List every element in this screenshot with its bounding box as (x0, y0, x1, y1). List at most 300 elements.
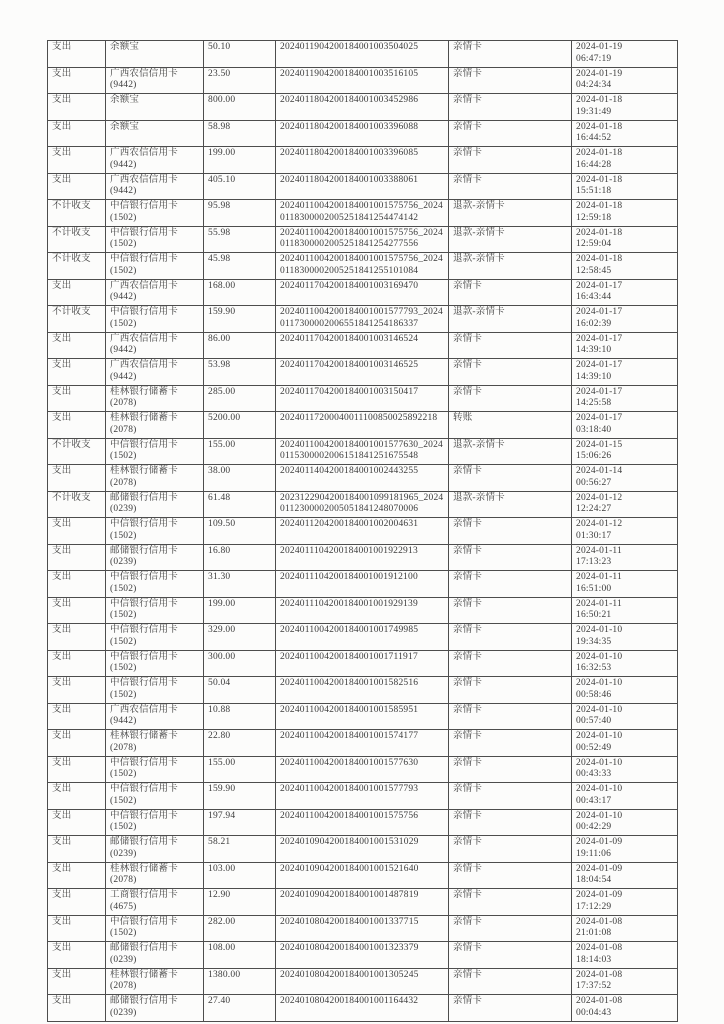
cell-datetime (572, 120, 678, 147)
cell-datetime (572, 359, 678, 386)
time-value: 00:04:43 (576, 1007, 612, 1018)
account-name: 中信银行信用卡 (110, 227, 178, 238)
cell-datetime (572, 491, 678, 518)
amount-value: 16.80 (208, 545, 231, 556)
transaction-type-label: 支出 (52, 413, 72, 423)
cell-transaction-id (276, 491, 449, 518)
time-value: 17:13:23 (576, 557, 612, 567)
cell-account (106, 915, 204, 942)
transaction-id-value: 2024011104200184001001929139 (280, 598, 418, 609)
cell-account (106, 359, 204, 386)
cell-amount (204, 518, 276, 545)
transaction-type-label: 支出 (52, 121, 72, 132)
transaction-id-value: 20240117200040011100850025892218 (280, 413, 438, 423)
cell-amount (204, 809, 276, 836)
amount-value: 50.04 (208, 678, 231, 688)
cell-account (106, 200, 204, 227)
date-value: 2024-01-17 (576, 360, 623, 370)
date-value: 2024-01-14 (576, 466, 623, 476)
date-value: 2024-01-10 (576, 757, 623, 768)
transaction-id-value: 2024011004200184001001575756_20240118300002005251841255101084 (280, 254, 443, 276)
time-value: 00:43:33 (576, 769, 612, 779)
account-name: 桂林银行储蓄卡 (110, 863, 178, 874)
cell-datetime (572, 889, 678, 916)
cell-transaction-id (276, 889, 449, 916)
cell-transaction-id (276, 942, 449, 969)
cell-transaction-id (276, 544, 449, 571)
account-number: (2078) (110, 981, 137, 991)
cell-account (106, 67, 204, 94)
account-name: 中信银行信用卡 (110, 254, 178, 264)
cell-account (106, 253, 204, 280)
cell-amount (204, 200, 276, 227)
cell-transaction-type (48, 730, 106, 757)
date-value: 2024-01-18 (576, 227, 623, 238)
cell-account (106, 968, 204, 995)
payment-method-label: 亲情卡 (453, 280, 483, 291)
cell-amount (204, 253, 276, 280)
cell-datetime (572, 438, 678, 465)
cell-transaction-type (48, 279, 106, 306)
table-row (48, 809, 678, 836)
cell-payment-method (449, 359, 572, 386)
account-name: 中信银行信用卡 (110, 201, 178, 211)
payment-method-label: 亲情卡 (453, 466, 483, 476)
cell-datetime (572, 306, 678, 333)
cell-amount (204, 889, 276, 916)
table-row (48, 571, 678, 598)
date-value: 2024-01-10 (576, 731, 623, 741)
transaction-type-label: 支出 (52, 598, 72, 609)
cell-datetime (572, 226, 678, 253)
table-row (48, 491, 678, 518)
cell-transaction-id (276, 597, 449, 624)
amount-value: 53.98 (208, 360, 231, 370)
cell-transaction-type (48, 783, 106, 810)
cell-account (106, 703, 204, 730)
cell-amount (204, 438, 276, 465)
payment-method-label: 退款-亲情卡 (453, 254, 505, 264)
cell-datetime (572, 67, 678, 94)
cell-amount (204, 465, 276, 492)
cell-payment-method (449, 597, 572, 624)
cell-amount (204, 94, 276, 121)
transaction-type-label: 支出 (52, 731, 72, 741)
cell-account (106, 94, 204, 121)
account-number: (0239) (110, 954, 137, 965)
cell-amount (204, 677, 276, 704)
cell-transaction-type (48, 571, 106, 598)
account-name: 中信银行信用卡 (110, 784, 178, 794)
transaction-type-label: 支出 (52, 280, 72, 291)
transaction-id-value: 2024011904200184001003516105 (280, 68, 419, 79)
cell-transaction-id (276, 359, 449, 386)
cell-amount (204, 650, 276, 677)
account-name: 广西农信信用卡 (110, 280, 178, 291)
cell-transaction-id (276, 253, 449, 280)
cell-payment-method (449, 200, 572, 227)
time-value: 00:56:27 (576, 477, 612, 488)
account-number: (1502) (110, 265, 137, 276)
account-name: 邮储银行信用卡 (110, 996, 178, 1006)
amount-value: 109.50 (208, 519, 236, 529)
cell-datetime (572, 518, 678, 545)
amount-value: 159.90 (208, 307, 236, 317)
cell-transaction-type (48, 677, 106, 704)
transaction-id-value: 2024011004200184001001749985 (280, 625, 419, 635)
transaction-id-value: 2024010804200184001001323379 (280, 943, 419, 953)
table-row (48, 94, 678, 121)
time-value: 16:43:44 (576, 292, 612, 302)
transaction-id-value: 2024011204200184001002004631 (280, 519, 419, 529)
transaction-type-label: 支出 (52, 386, 72, 397)
transaction-id-value: 2024011004200184001001582516 (280, 678, 419, 688)
cell-transaction-id (276, 571, 449, 598)
transaction-id-value: 2024010804200184001001164432 (280, 996, 419, 1006)
table-row (48, 677, 678, 704)
cell-amount (204, 783, 276, 810)
payment-method-label: 亲情卡 (453, 704, 483, 715)
payment-method-label: 亲情卡 (453, 784, 483, 794)
payment-method-label: 亲情卡 (453, 386, 483, 397)
cell-transaction-id (276, 120, 449, 147)
cell-payment-method (449, 544, 572, 571)
table-row (48, 730, 678, 757)
cell-transaction-id (276, 306, 449, 333)
cell-payment-method (449, 438, 572, 465)
account-name: 广西农信信用卡 (110, 174, 178, 185)
payment-method-label: 亲情卡 (453, 42, 483, 52)
time-value: 14:39:10 (576, 345, 612, 355)
cell-account (106, 306, 204, 333)
transaction-id-value: 2024011004200184001001711917 (280, 651, 418, 662)
cell-amount (204, 226, 276, 253)
transaction-id-value: 2024011704200184001003146524 (280, 333, 419, 344)
cell-transaction-id (276, 279, 449, 306)
cell-transaction-type (48, 465, 106, 492)
account-name: 邮储银行信用卡 (110, 492, 178, 503)
payment-method-label: 退款-亲情卡 (453, 492, 505, 503)
cell-transaction-type (48, 491, 106, 518)
cell-account (106, 491, 204, 518)
cell-account (106, 412, 204, 439)
time-value: 00:42:29 (576, 822, 612, 832)
account-number: (1502) (110, 318, 137, 329)
time-value: 14:39:10 (576, 371, 612, 382)
cell-payment-method (449, 650, 572, 677)
cell-transaction-type (48, 438, 106, 465)
account-number: (1502) (110, 583, 137, 594)
account-number: (1502) (110, 689, 137, 700)
transaction-type-label: 支出 (52, 784, 72, 794)
transaction-id-value: 2024010904200184001001531029 (280, 837, 419, 847)
time-value: 16:51:00 (576, 583, 612, 594)
time-value: 12:59:18 (576, 212, 612, 223)
payment-method-label: 亲情卡 (453, 837, 483, 847)
time-value: 21:01:08 (576, 928, 612, 938)
table-row (48, 968, 678, 995)
cell-datetime (572, 279, 678, 306)
amount-value: 50.10 (208, 42, 231, 52)
amount-value: 31.30 (208, 572, 231, 582)
cell-account (106, 624, 204, 651)
transaction-id-value: 2024011904200184001003504025 (280, 42, 419, 52)
time-value: 14:25:58 (576, 398, 612, 408)
time-value: 17:12:29 (576, 901, 612, 912)
cell-payment-method (449, 995, 572, 1022)
cell-transaction-id (276, 200, 449, 227)
payment-method-label: 退款-亲情卡 (453, 201, 505, 211)
time-value: 19:34:35 (576, 636, 612, 647)
cell-payment-method (449, 730, 572, 757)
cell-account (106, 942, 204, 969)
cell-payment-method (449, 226, 572, 253)
cell-transaction-id (276, 915, 449, 942)
transaction-id-value: 2024011804200184001003452986 (280, 95, 419, 105)
time-value: 18:04:54 (576, 875, 612, 885)
account-name: 工商银行信用卡 (110, 890, 178, 900)
account-name: 中信银行信用卡 (110, 810, 178, 821)
account-name: 余额宝 (110, 121, 140, 132)
date-value: 2024-01-17 (576, 386, 623, 397)
date-value: 2024-01-10 (576, 784, 623, 794)
transaction-id-value: 2024011704200184001003150417 (280, 386, 419, 397)
payment-method-label: 亲情卡 (453, 148, 483, 158)
transaction-type-label: 支出 (52, 519, 72, 529)
payment-method-label: 亲情卡 (453, 519, 483, 529)
account-name: 中信银行信用卡 (110, 651, 178, 662)
transaction-type-label: 支出 (52, 68, 72, 79)
account-name: 中信银行信用卡 (110, 307, 178, 317)
account-number: (4675) (110, 901, 137, 912)
transaction-id-value: 2024011004200184001001577630 (280, 757, 419, 768)
cell-datetime (572, 677, 678, 704)
account-name: 桂林银行储蓄卡 (110, 386, 178, 397)
cell-datetime (572, 968, 678, 995)
cell-transaction-type (48, 703, 106, 730)
amount-value: 27.40 (208, 996, 231, 1006)
cell-payment-method (449, 915, 572, 942)
transaction-type-label: 支出 (52, 837, 72, 847)
cell-transaction-type (48, 200, 106, 227)
cell-account (106, 147, 204, 174)
account-number: (0239) (110, 557, 137, 567)
cell-payment-method (449, 147, 572, 174)
transaction-type-label: 支出 (52, 545, 72, 556)
cell-account (106, 783, 204, 810)
table-row (48, 385, 678, 412)
payment-method-label: 亲情卡 (453, 810, 483, 821)
amount-value: 300.00 (208, 651, 236, 662)
table-row (48, 597, 678, 624)
cell-datetime (572, 995, 678, 1022)
date-value: 2024-01-11 (576, 598, 622, 609)
payment-method-label: 亲情卡 (453, 121, 483, 132)
date-value: 2024-01-10 (576, 704, 623, 715)
cell-account (106, 279, 204, 306)
cell-transaction-id (276, 624, 449, 651)
cell-datetime (572, 173, 678, 200)
cell-datetime (572, 862, 678, 889)
cell-payment-method (449, 756, 572, 783)
cell-amount (204, 836, 276, 863)
cell-transaction-type (48, 412, 106, 439)
cell-datetime (572, 703, 678, 730)
account-number: (9442) (110, 159, 137, 170)
time-value: 19:31:49 (576, 106, 612, 117)
cell-account (106, 173, 204, 200)
amount-value: 10.88 (208, 704, 231, 715)
table-row (48, 359, 678, 386)
amount-value: 58.98 (208, 121, 231, 132)
cell-payment-method (449, 624, 572, 651)
cell-account (106, 518, 204, 545)
date-value: 2024-01-10 (576, 651, 623, 662)
transaction-type-label: 不计收支 (52, 492, 91, 503)
cell-datetime (572, 94, 678, 121)
cell-payment-method (449, 783, 572, 810)
cell-datetime (572, 465, 678, 492)
account-number: (9442) (110, 186, 137, 196)
cell-datetime (572, 200, 678, 227)
transaction-id-value: 2024011004200184001001575756_20240118300002005251841254474142 (280, 201, 443, 223)
transaction-id-value: 2024011004200184001001577793_20240117300002006551841254186337 (280, 307, 443, 329)
transaction-type-label: 支出 (52, 969, 72, 980)
payment-method-label: 亲情卡 (453, 333, 483, 344)
date-value: 2024-01-17 (576, 413, 623, 423)
cell-account (106, 809, 204, 836)
payment-method-label: 退款-亲情卡 (453, 227, 505, 238)
cell-transaction-id (276, 412, 449, 439)
payment-method-label: 亲情卡 (453, 731, 483, 741)
date-value: 2024-01-10 (576, 810, 623, 821)
payment-method-label: 亲情卡 (453, 360, 483, 370)
payment-method-label: 亲情卡 (453, 68, 483, 79)
cell-payment-method (449, 571, 572, 598)
payment-method-label: 亲情卡 (453, 174, 483, 185)
cell-datetime (572, 544, 678, 571)
transactions-table (47, 40, 678, 1022)
transaction-id-value: 2024011004200184001001574177 (280, 731, 419, 741)
cell-datetime (572, 756, 678, 783)
cell-transaction-type (48, 67, 106, 94)
cell-transaction-id (276, 41, 449, 68)
date-value: 2024-01-12 (576, 519, 623, 529)
date-value: 2024-01-18 (576, 174, 623, 185)
amount-value: 282.00 (208, 916, 236, 927)
transaction-type-label: 支出 (52, 943, 72, 953)
cell-payment-method (449, 306, 572, 333)
payment-method-label: 亲情卡 (453, 625, 483, 635)
date-value: 2024-01-09 (576, 890, 623, 900)
cell-amount (204, 332, 276, 359)
cell-payment-method (449, 120, 572, 147)
cell-transaction-id (276, 809, 449, 836)
account-name: 广西农信信用卡 (110, 68, 178, 79)
transaction-type-label: 支出 (52, 757, 72, 768)
transactions-table-body (48, 41, 678, 1022)
cell-transaction-id (276, 730, 449, 757)
account-name: 桂林银行储蓄卡 (110, 413, 178, 423)
account-number: (1502) (110, 795, 137, 806)
date-value: 2024-01-17 (576, 333, 623, 344)
amount-value: 168.00 (208, 280, 236, 291)
cell-payment-method (449, 412, 572, 439)
amount-value: 23.50 (208, 68, 231, 79)
date-value: 2024-01-18 (576, 121, 623, 132)
account-name: 中信银行信用卡 (110, 519, 178, 529)
cell-account (106, 756, 204, 783)
account-number: (1502) (110, 610, 137, 620)
amount-value: 22.80 (208, 731, 231, 741)
cell-payment-method (449, 491, 572, 518)
transaction-type-label: 不计收支 (52, 227, 91, 238)
account-number: (9442) (110, 345, 137, 355)
table-row (48, 279, 678, 306)
cell-account (106, 677, 204, 704)
payment-method-label: 亲情卡 (453, 943, 483, 953)
cell-datetime (572, 597, 678, 624)
time-value: 03:18:40 (576, 424, 612, 435)
payment-method-label: 亲情卡 (453, 572, 483, 582)
account-number: (0239) (110, 504, 137, 514)
transaction-type-label: 支出 (52, 863, 72, 874)
cell-account (106, 385, 204, 412)
cell-amount (204, 491, 276, 518)
table-row (48, 253, 678, 280)
cell-transaction-type (48, 915, 106, 942)
date-value: 2024-01-09 (576, 837, 623, 847)
date-value: 2024-01-18 (576, 95, 623, 105)
time-value: 00:52:49 (576, 742, 612, 753)
time-value: 12:58:45 (576, 265, 612, 276)
amount-value: 86.00 (208, 333, 231, 344)
cell-amount (204, 571, 276, 598)
time-value: 18:14:03 (576, 954, 612, 965)
account-number: (9442) (110, 371, 137, 382)
account-name: 中信银行信用卡 (110, 678, 178, 688)
account-name: 中信银行信用卡 (110, 916, 178, 927)
transaction-id-value: 2024011004200184001001577630_20240115300002006151841251675548 (280, 439, 443, 461)
payment-method-label: 亲情卡 (453, 651, 483, 662)
time-value: 15:06:26 (576, 451, 612, 461)
account-name: 余额宝 (110, 95, 140, 105)
date-value: 2024-01-19 (576, 68, 623, 79)
date-value: 2024-01-12 (576, 492, 623, 503)
date-value: 2024-01-15 (576, 439, 623, 450)
cell-transaction-id (276, 650, 449, 677)
account-number: (2078) (110, 875, 137, 885)
cell-payment-method (449, 94, 572, 121)
cell-transaction-id (276, 703, 449, 730)
cell-transaction-id (276, 756, 449, 783)
cell-payment-method (449, 465, 572, 492)
cell-account (106, 862, 204, 889)
table-row (48, 756, 678, 783)
table-row (48, 544, 678, 571)
cell-payment-method (449, 809, 572, 836)
amount-value: 108.00 (208, 943, 236, 953)
transaction-type-label: 支出 (52, 360, 72, 370)
cell-datetime (572, 571, 678, 598)
cell-transaction-id (276, 147, 449, 174)
date-value: 2024-01-17 (576, 307, 623, 317)
cell-transaction-id (276, 94, 449, 121)
account-name: 邮储银行信用卡 (110, 837, 178, 847)
cell-transaction-type (48, 650, 106, 677)
transaction-id-value: 2024011004200184001001585951 (280, 704, 419, 715)
table-row (48, 173, 678, 200)
